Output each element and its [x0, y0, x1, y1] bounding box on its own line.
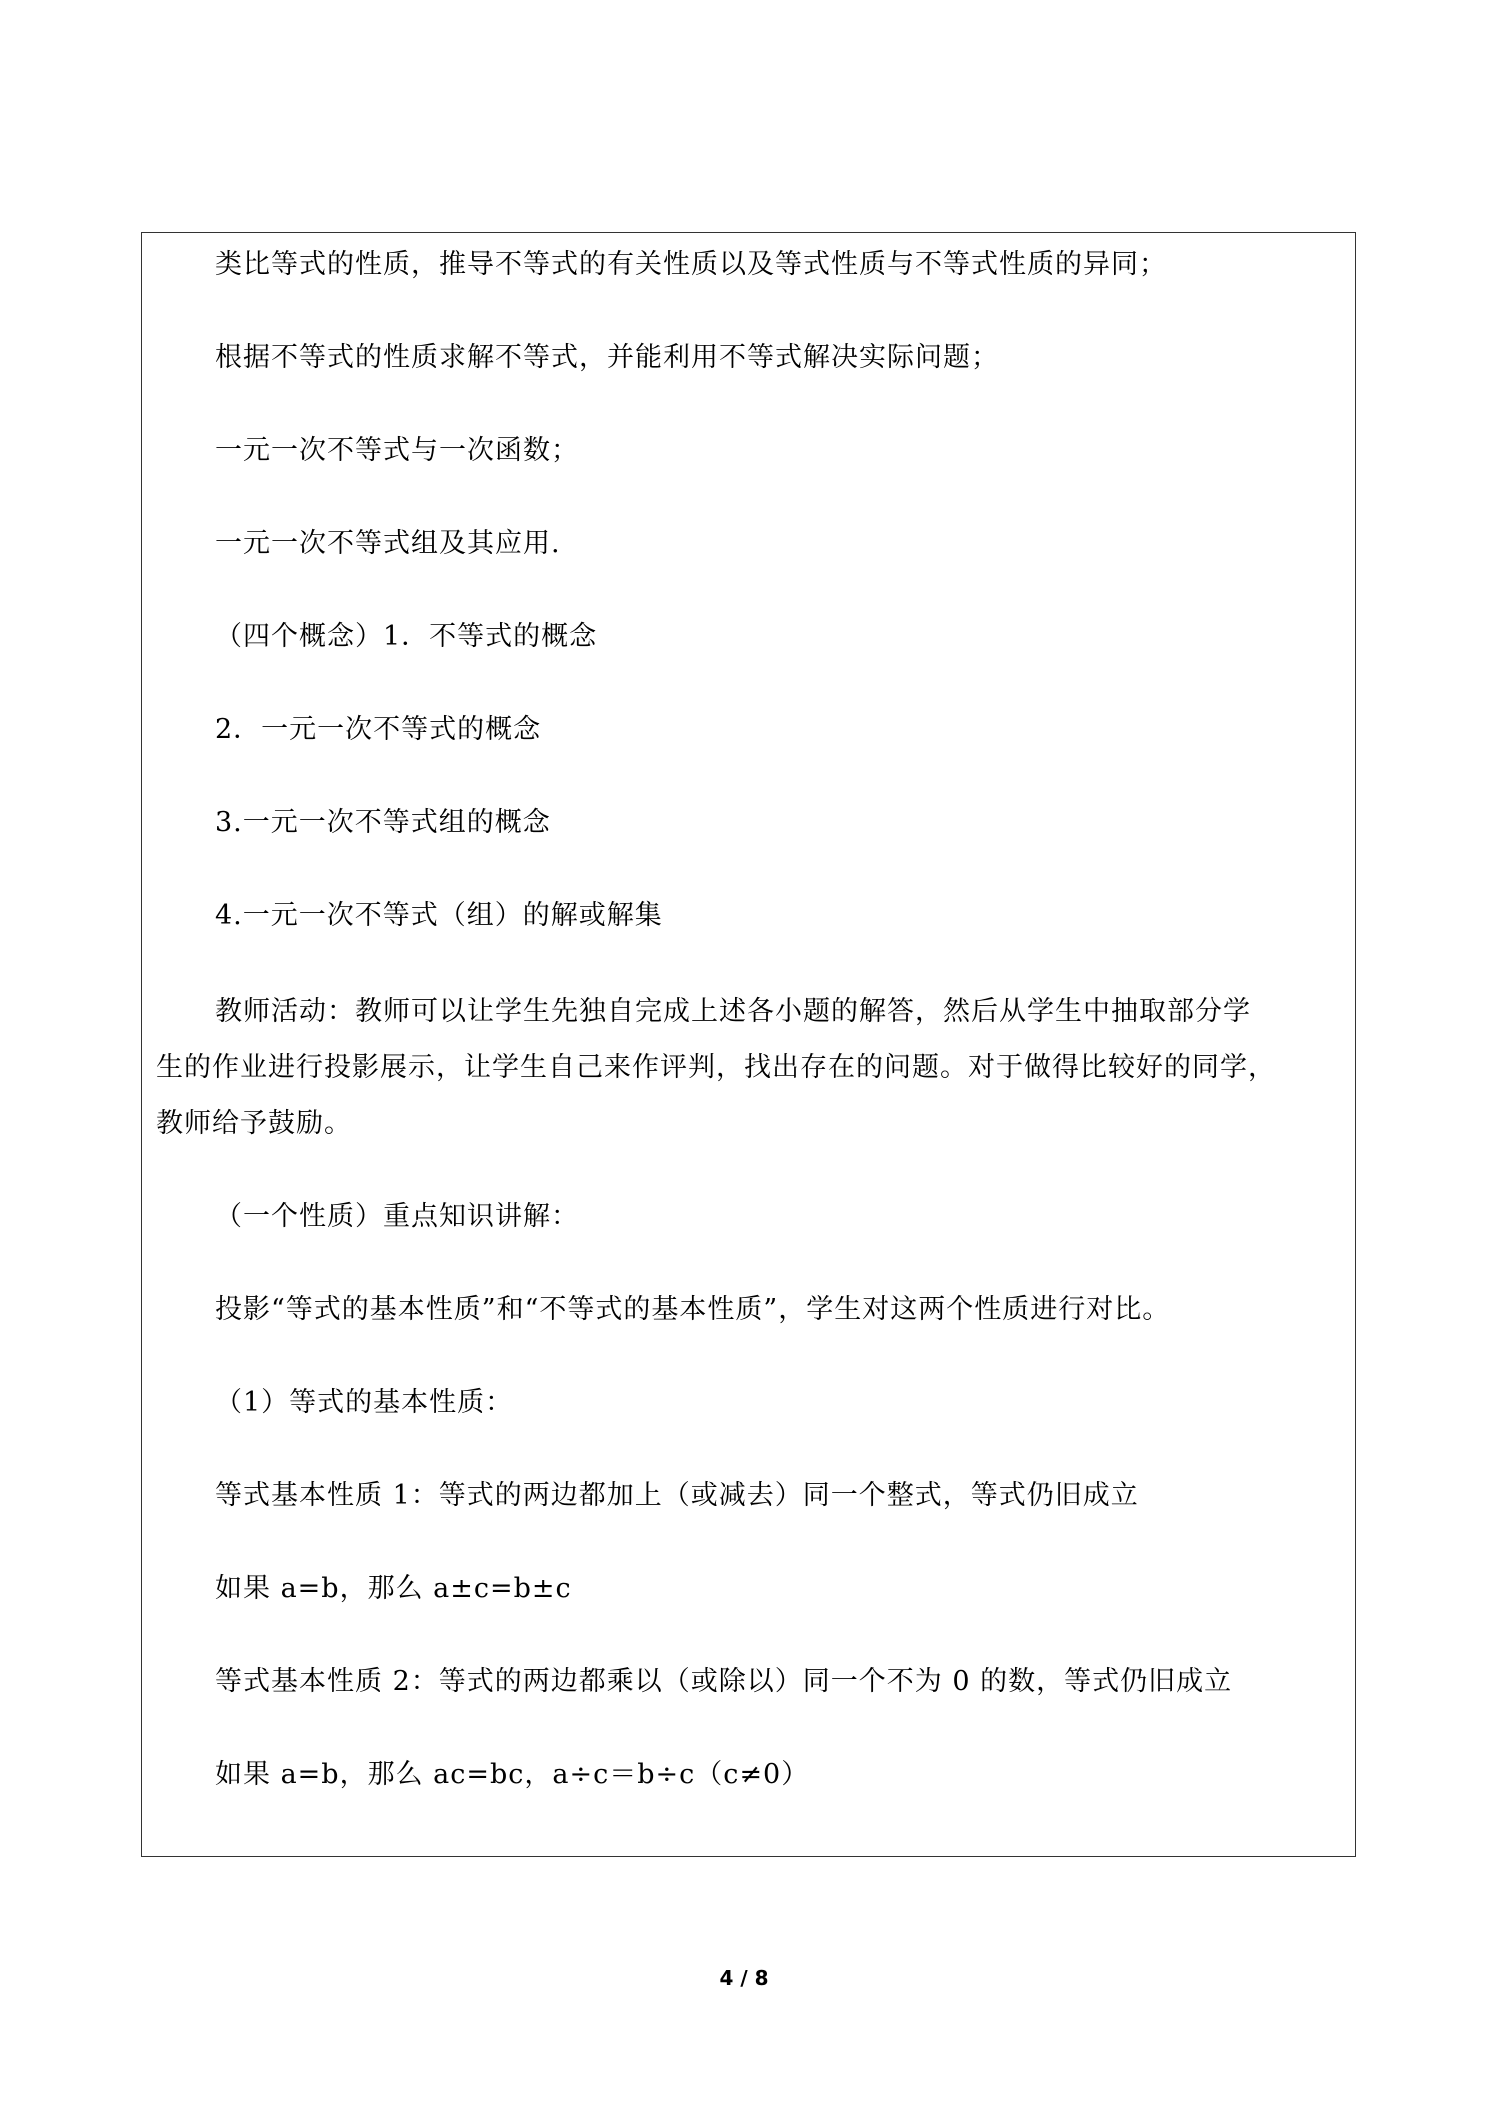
text-line: 一元一次不等式组及其应用.	[215, 528, 561, 559]
text-line: 根据不等式的性质求解不等式，并能利用不等式解决实际问题；	[215, 342, 999, 373]
text-line: 生的作业进行投影展示，让学生自己来作评判，找出存在的问题。对于做得比较好的同学，	[156, 1052, 1276, 1083]
text-line: 2．一元一次不等式的概念	[215, 714, 542, 745]
text-line: 投影“等式的基本性质”和“不等式的基本性质”，学生对这两个性质进行对比。	[215, 1294, 1171, 1325]
text-line: （1）等式的基本性质：	[215, 1387, 514, 1418]
text-line: 教师活动：教师可以让学生先独自完成上述各小题的解答，然后从学生中抽取部分学	[215, 996, 1251, 1027]
text-line: 4.一元一次不等式（组）的解或解集	[215, 900, 663, 931]
text-line: 如果 a=b，那么 a±c=b±c	[215, 1573, 572, 1604]
text-line: 类比等式的性质，推导不等式的有关性质以及等式性质与不等式性质的异同；	[215, 249, 1167, 280]
text-line: 如果 a=b，那么 ac=bc，a÷c＝b÷c（c≠0）	[215, 1759, 810, 1790]
text-line: 一元一次不等式与一次函数；	[215, 435, 579, 466]
text-line: 教师给予鼓励。	[156, 1108, 352, 1139]
text-line: （一个性质）重点知识讲解：	[215, 1201, 579, 1232]
text-line: 3.一元一次不等式组的概念	[215, 807, 551, 838]
text-line: 等式基本性质 1：等式的两边都加上（或减去）同一个整式，等式仍旧成立	[215, 1480, 1139, 1511]
page-number: 4 / 8	[719, 1966, 769, 1990]
text-line: 等式基本性质 2：等式的两边都乘以（或除以）同一个不为 0 的数，等式仍旧成立	[215, 1666, 1233, 1697]
text-line: （四个概念）1．不等式的概念	[215, 621, 598, 652]
content-table-frame	[141, 232, 1356, 1857]
